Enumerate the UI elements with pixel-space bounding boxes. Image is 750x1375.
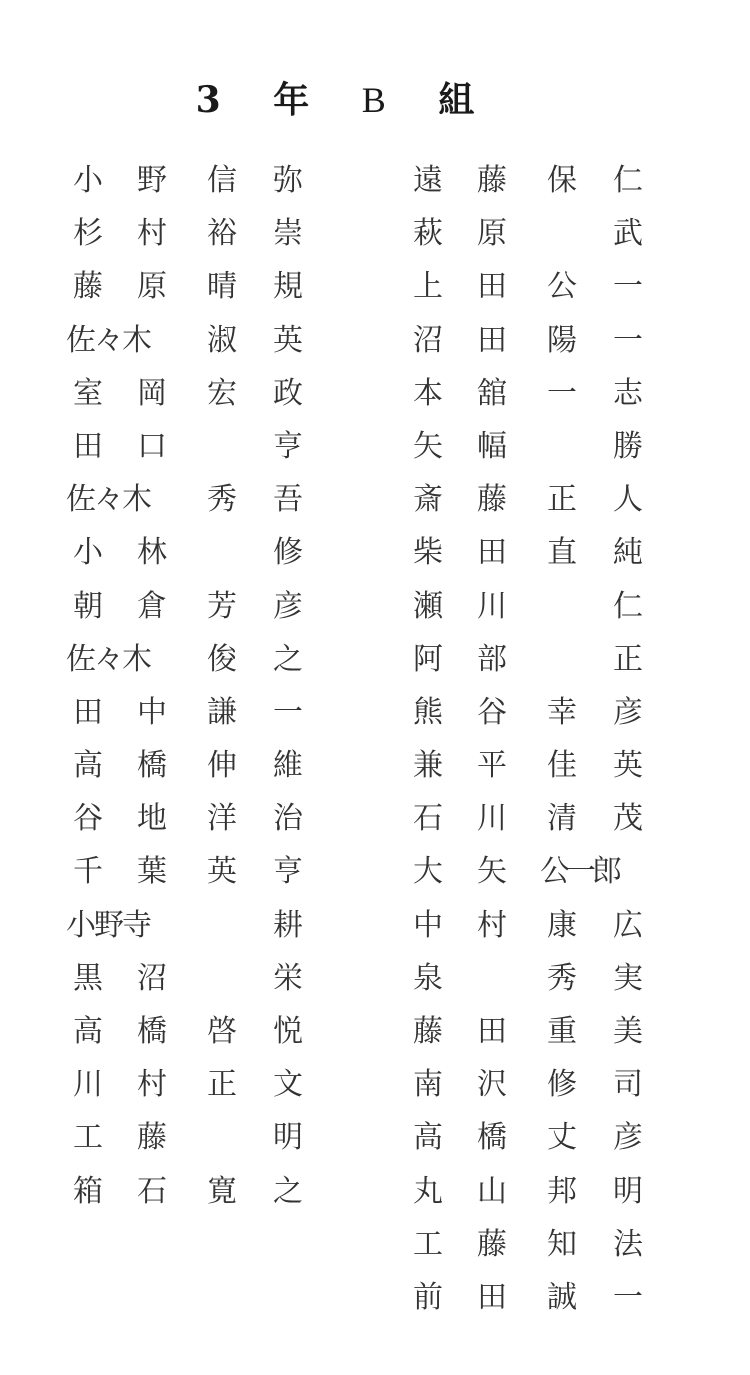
name-char: 箱 xyxy=(73,1173,103,1209)
name-row xyxy=(66,739,316,792)
name-char: 公 xyxy=(547,269,577,305)
name-char: 広 xyxy=(613,907,643,943)
name-char: 田 xyxy=(477,322,507,358)
name-char: 謙 xyxy=(207,694,237,730)
name-char: 栄 xyxy=(273,960,303,996)
name-char: 佐々木 xyxy=(66,482,150,518)
name-row xyxy=(406,1271,656,1324)
name-char: 正 xyxy=(207,1067,237,1103)
name-char: 公一郎 xyxy=(540,854,618,890)
name-char: 室 xyxy=(73,375,103,411)
name-row xyxy=(406,314,656,367)
name-char: 黒 xyxy=(73,960,103,996)
name-char: 朝 xyxy=(73,588,103,624)
name-char: 杉 xyxy=(73,216,103,252)
name-char: 宏 xyxy=(207,375,237,411)
name-char: 一 xyxy=(613,269,643,305)
right-name-column xyxy=(406,154,656,1324)
name-char: 英 xyxy=(613,748,643,784)
name-char: 康 xyxy=(547,907,577,943)
name-char: 一 xyxy=(613,322,643,358)
name-char: 川 xyxy=(477,801,507,837)
name-row xyxy=(66,260,316,313)
name-char: 田 xyxy=(73,428,103,464)
name-row xyxy=(406,686,656,739)
name-row xyxy=(66,792,316,845)
name-char: 遠 xyxy=(413,163,443,198)
page-title xyxy=(0,72,670,123)
name-char: 秀 xyxy=(207,482,237,518)
name-char: 沢 xyxy=(477,1067,507,1103)
name-char: 村 xyxy=(137,216,167,252)
name-row xyxy=(406,580,656,633)
name-char: 佐々木 xyxy=(66,641,150,677)
name-char: 啓 xyxy=(207,1014,237,1049)
name-char: 幸 xyxy=(547,694,577,730)
name-char: 山 xyxy=(477,1173,507,1209)
name-char: 野 xyxy=(137,163,167,198)
name-row xyxy=(66,367,316,420)
name-char: 兼 xyxy=(413,748,443,784)
name-char: 正 xyxy=(547,482,577,518)
name-char: 阿 xyxy=(413,641,443,677)
name-char: 之 xyxy=(273,1173,303,1209)
name-char: 直 xyxy=(547,535,577,571)
name-char: 正 xyxy=(613,641,643,677)
name-char: 藤 xyxy=(477,1226,507,1262)
name-char: 小 xyxy=(73,535,103,571)
name-char: 田 xyxy=(477,269,507,305)
name-char: 一 xyxy=(613,1279,643,1315)
name-row xyxy=(66,314,316,367)
name-char: 一 xyxy=(547,375,577,411)
name-char: 淑 xyxy=(207,322,237,358)
title-class: B xyxy=(361,80,386,121)
name-char: 柴 xyxy=(413,535,443,571)
name-char: 崇 xyxy=(273,216,303,252)
name-char: 林 xyxy=(137,535,167,571)
name-char: 晴 xyxy=(207,269,237,305)
name-row xyxy=(66,633,316,686)
name-char: 法 xyxy=(613,1226,643,1262)
name-char: 斎 xyxy=(413,482,443,518)
name-row xyxy=(406,260,656,313)
name-char: 川 xyxy=(477,588,507,624)
name-char: 英 xyxy=(273,322,303,358)
name-char: 弥 xyxy=(273,163,303,198)
name-row xyxy=(66,207,316,260)
name-char: 秀 xyxy=(547,960,577,996)
name-char: 仁 xyxy=(613,588,643,624)
name-char: 陽 xyxy=(547,322,577,358)
name-char: 谷 xyxy=(73,801,103,837)
name-char: 純 xyxy=(613,535,643,571)
name-row xyxy=(406,473,656,526)
name-char: 藤 xyxy=(73,269,103,305)
title-grade: 3 xyxy=(195,79,221,122)
name-row xyxy=(66,845,316,898)
name-char: 耕 xyxy=(273,907,303,943)
name-char: 知 xyxy=(547,1226,577,1262)
name-char: 誠 xyxy=(547,1279,577,1315)
name-char: 修 xyxy=(273,535,303,571)
name-char: 政 xyxy=(273,375,303,411)
name-char: 倉 xyxy=(137,588,167,624)
name-char: 高 xyxy=(73,1014,103,1049)
name-char: 明 xyxy=(613,1173,643,1209)
name-char: 泉 xyxy=(413,960,443,996)
name-char: 佳 xyxy=(547,748,577,784)
name-row xyxy=(406,1111,656,1164)
name-char: 彦 xyxy=(613,694,643,730)
name-char: 彦 xyxy=(273,588,303,624)
name-char: 裕 xyxy=(207,216,237,252)
name-row xyxy=(66,420,316,473)
name-char: 一 xyxy=(273,694,303,730)
name-char: 伸 xyxy=(207,748,237,784)
name-char: 沼 xyxy=(413,322,443,358)
name-char: 藤 xyxy=(137,1120,167,1156)
name-row xyxy=(406,739,656,792)
name-row xyxy=(66,1165,316,1218)
name-char: 上 xyxy=(413,269,443,305)
name-char: 橋 xyxy=(137,1014,167,1049)
name-row xyxy=(406,367,656,420)
name-char: 俊 xyxy=(207,641,237,677)
name-char: 橋 xyxy=(137,748,167,784)
name-row xyxy=(406,845,656,898)
name-char: 彦 xyxy=(613,1120,643,1156)
name-char: 吾 xyxy=(273,482,303,518)
name-char: 矢 xyxy=(413,428,443,464)
name-char: 瀬 xyxy=(413,588,443,624)
name-char: 高 xyxy=(413,1120,443,1156)
title-group: 組 xyxy=(438,79,475,122)
name-row xyxy=(66,1058,316,1111)
name-row xyxy=(66,1111,316,1164)
name-char: 村 xyxy=(137,1067,167,1103)
name-row xyxy=(66,473,316,526)
name-row xyxy=(406,899,656,952)
name-char: 葉 xyxy=(137,854,167,890)
name-char: 亨 xyxy=(273,854,303,890)
name-char: 平 xyxy=(477,748,507,784)
name-char: 武 xyxy=(613,216,643,252)
name-char: 清 xyxy=(547,801,577,837)
name-row xyxy=(406,1005,656,1058)
name-char: 田 xyxy=(477,1014,507,1049)
name-char: 口 xyxy=(137,428,167,464)
name-char: 村 xyxy=(477,907,507,943)
name-row xyxy=(406,792,656,845)
name-char: 英 xyxy=(207,854,237,890)
name-char: 舘 xyxy=(477,375,507,411)
name-char: 藤 xyxy=(413,1014,443,1049)
name-char: 実 xyxy=(613,960,643,996)
name-char: 仁 xyxy=(613,163,643,198)
name-row xyxy=(406,526,656,579)
name-char: 小野寺 xyxy=(66,907,150,943)
name-char: 橋 xyxy=(477,1120,507,1156)
name-char: 亨 xyxy=(273,428,303,464)
name-char: 萩 xyxy=(413,216,443,252)
name-char: 芳 xyxy=(207,588,237,624)
name-char: 工 xyxy=(413,1226,443,1262)
name-char: 明 xyxy=(273,1120,303,1156)
name-char: 石 xyxy=(137,1173,167,1209)
name-char: 保 xyxy=(547,163,577,198)
name-char: 高 xyxy=(73,748,103,784)
name-char: 丸 xyxy=(413,1173,443,1209)
name-char: 寛 xyxy=(207,1173,237,1209)
name-char: 規 xyxy=(273,269,303,305)
name-char: 司 xyxy=(613,1067,643,1103)
name-row xyxy=(66,580,316,633)
name-char: 矢 xyxy=(477,854,507,890)
name-char: 部 xyxy=(477,641,507,677)
name-row xyxy=(406,633,656,686)
name-row xyxy=(66,1005,316,1058)
name-char: 田 xyxy=(477,535,507,571)
name-row xyxy=(406,1058,656,1111)
name-char: 中 xyxy=(413,907,443,943)
name-char: 之 xyxy=(273,641,303,677)
name-char: 信 xyxy=(207,163,237,198)
name-char: 維 xyxy=(273,748,303,784)
title-year: 年 xyxy=(273,79,310,122)
name-char: 田 xyxy=(73,694,103,730)
name-row xyxy=(66,526,316,579)
name-char: 川 xyxy=(73,1067,103,1103)
name-row xyxy=(66,899,316,952)
name-char: 原 xyxy=(477,216,507,252)
name-row xyxy=(66,952,316,1005)
name-char: 文 xyxy=(273,1067,303,1103)
name-char: 地 xyxy=(137,801,167,837)
name-row xyxy=(66,154,316,207)
name-char: 丈 xyxy=(547,1120,577,1156)
name-row xyxy=(406,154,656,207)
name-char: 小 xyxy=(73,163,103,198)
name-row xyxy=(406,952,656,1005)
name-char: 南 xyxy=(413,1067,443,1103)
name-char: 勝 xyxy=(613,428,643,464)
name-row xyxy=(406,207,656,260)
name-char: 原 xyxy=(137,269,167,305)
name-char: 大 xyxy=(413,854,443,890)
name-char: 工 xyxy=(73,1120,103,1156)
name-char: 中 xyxy=(137,694,167,730)
name-char: 石 xyxy=(413,801,443,837)
name-char: 谷 xyxy=(477,694,507,730)
name-char: 幅 xyxy=(477,428,507,464)
name-char: 重 xyxy=(547,1014,577,1049)
name-char: 邦 xyxy=(547,1173,577,1209)
name-char: 悦 xyxy=(273,1014,303,1049)
name-char: 藤 xyxy=(477,163,507,198)
name-char: 治 xyxy=(273,801,303,837)
name-row xyxy=(406,420,656,473)
name-char: 前 xyxy=(413,1279,443,1315)
name-char: 藤 xyxy=(477,482,507,518)
name-row xyxy=(406,1218,656,1271)
name-char: 茂 xyxy=(613,801,643,837)
name-char: 佐々木 xyxy=(66,322,150,358)
name-char: 千 xyxy=(73,854,103,890)
name-row xyxy=(406,1165,656,1218)
name-char: 美 xyxy=(613,1014,643,1049)
name-char: 人 xyxy=(613,482,643,518)
name-char: 沼 xyxy=(137,960,167,996)
name-char: 田 xyxy=(477,1279,507,1315)
name-row xyxy=(66,686,316,739)
name-char: 洋 xyxy=(207,801,237,837)
name-char: 修 xyxy=(547,1067,577,1103)
name-char: 志 xyxy=(613,375,643,411)
name-char: 本 xyxy=(413,375,443,411)
left-name-column xyxy=(66,154,316,1218)
name-char: 熊 xyxy=(413,694,443,730)
name-char: 岡 xyxy=(137,375,167,411)
